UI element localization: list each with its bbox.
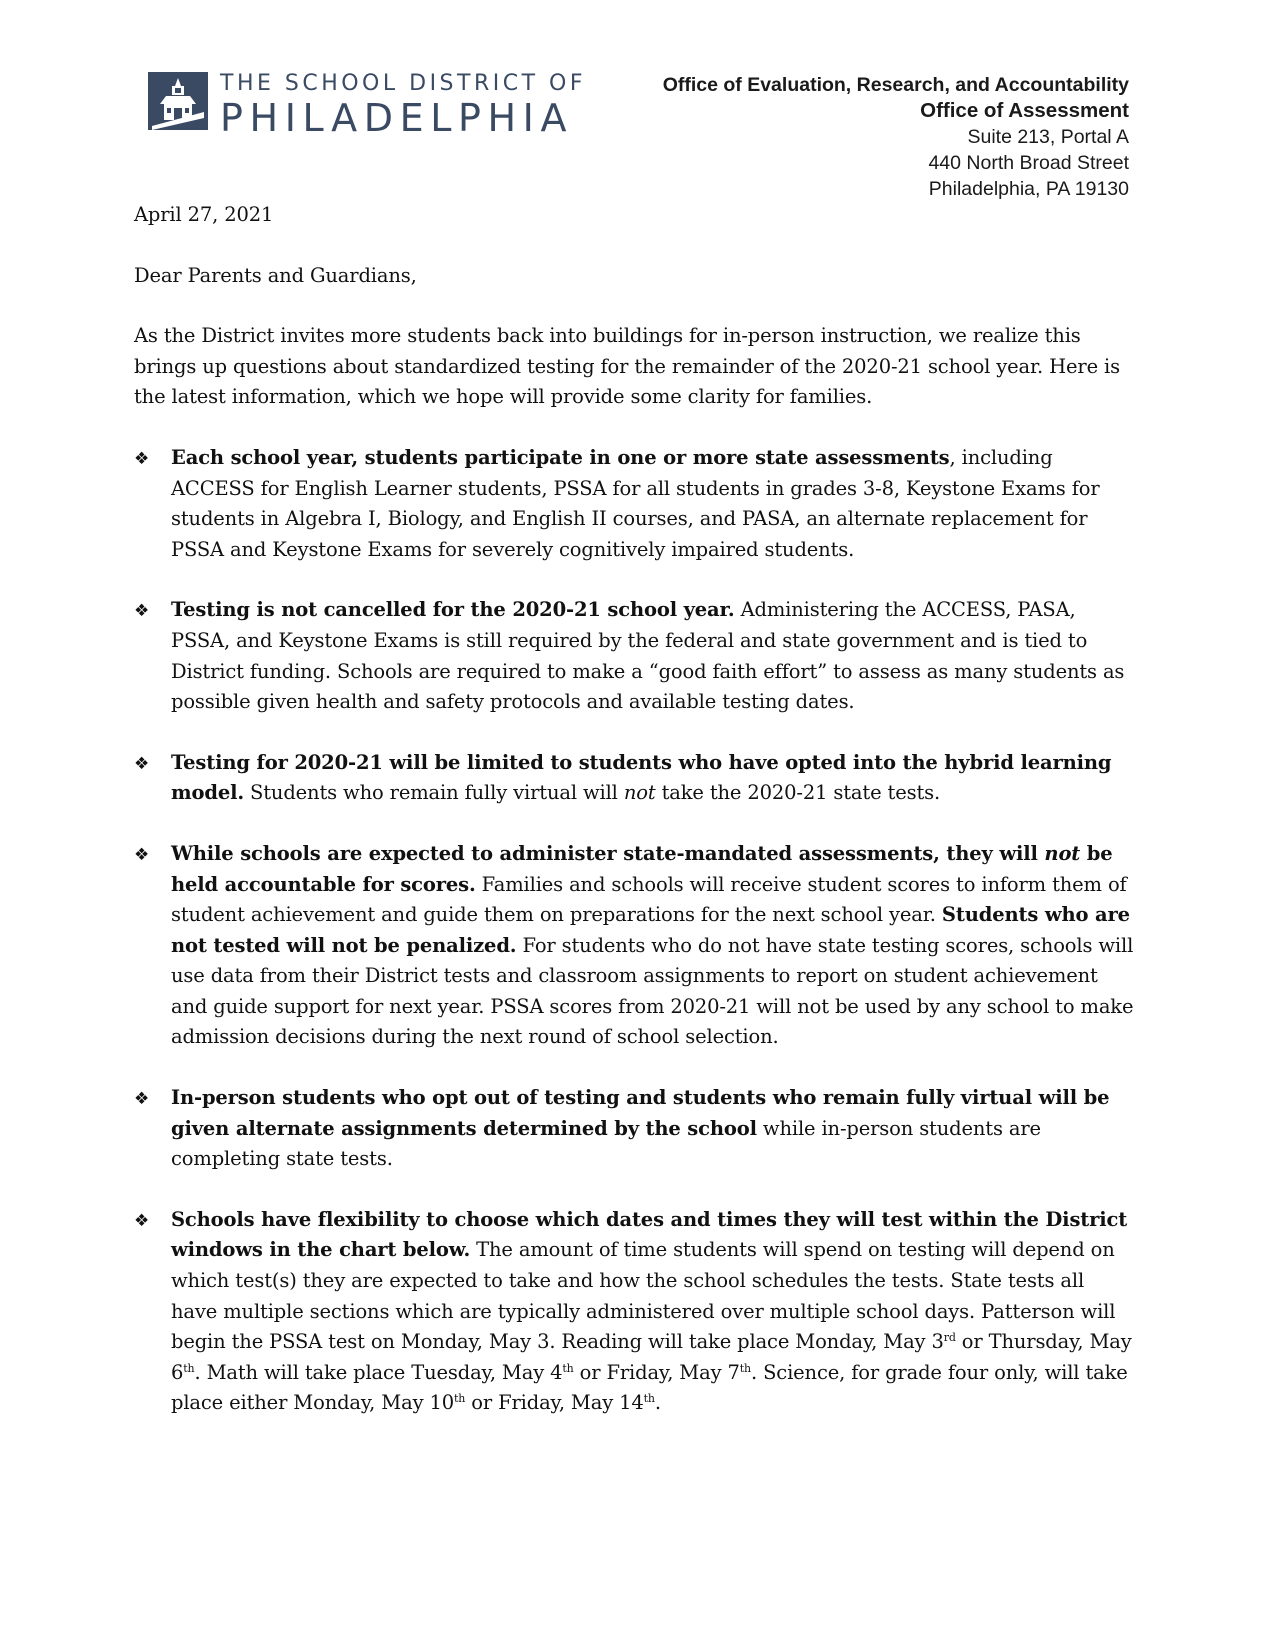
bullet-emphasis: not (1044, 841, 1081, 865)
ordinal-suffix: th (643, 1392, 655, 1406)
bullet-emphasis: not (623, 781, 656, 805)
bullet-text: For students who do not have state testing scores, schools will use data from their District tests and classroom assignments to report on student achievement and guide support for next year. PSSA scores from 2020-21 will not be used by any school to make admission decisions during the next round of school selection. (171, 933, 1134, 1049)
logo-line-1: THE SCHOOL DISTRICT OF (220, 71, 586, 96)
office-address (663, 72, 1129, 202)
school-building-icon (148, 72, 208, 130)
office-suite: Suite 213, Portal A (967, 126, 1129, 148)
list-item (134, 1083, 1134, 1175)
bullet-text: Administering the ACCESS, PASA, PSSA, and Keystone Exams is still required by the federal and state government and is tied to District funding. Schools are required to make a “good faith effort” to assess as many students as possible given health and safety protocols and available testing dates. (171, 598, 1125, 714)
list-item (134, 748, 1134, 809)
bullet-text: . Science, for grade four only, will take place either Monday, May 10 (171, 1360, 1128, 1415)
office-city: Philadelphia, PA 19130 (928, 178, 1129, 200)
ordinal-suffix: th (739, 1361, 751, 1375)
list-item (134, 595, 1134, 717)
office-name: Office of Evaluation, Research, and Accountability (662, 74, 1129, 96)
bullet-list (134, 443, 1134, 1419)
diamond-bullet-icon: ❖ (134, 601, 150, 622)
bullet-text: while in-person students are completing state tests. (171, 1116, 1041, 1171)
bullet-text: , including ACCESS for English Learner students, PSSA for all students in grades 3-8, Keystone Exams for students in Algebra I, Biology, and English II courses, and PASA, an alternate replacement for PSSA and Keystone Exams for severely cognitively impaired students. (171, 445, 1100, 561)
ordinal-suffix: rd (943, 1331, 956, 1345)
bullet-heading: Students who are not tested will not be penalized. (171, 903, 1130, 957)
diamond-bullet-icon: ❖ (134, 1089, 150, 1110)
bullet-text: . Math will take place Tuesday, May 4 (194, 1360, 563, 1384)
bullet-text: . (654, 1391, 661, 1415)
office-street: 440 North Broad Street (928, 152, 1129, 174)
bullet-text: The amount of time students will spend on testing will depend on which test(s) they are expected to take and how the school schedules the tests. State tests all have multiple sections which are typically administered over multiple school days. Patterson will begin the PSSA test on Monday, May 3. Reading will take place Monday, May 3 (171, 1238, 1116, 1354)
diamond-bullet-icon: ❖ (134, 844, 150, 865)
diamond-bullet-icon: ❖ (134, 1210, 150, 1231)
list-item (134, 1205, 1134, 1419)
bullet-heading: In-person students who opt out of testing and students who remain fully virtual will be given alternate assignments determined by the school (171, 1086, 1110, 1140)
bullet-text: or Friday, May 7 (573, 1360, 740, 1384)
office-subname: Office of Assessment (920, 99, 1129, 122)
diamond-bullet-icon: ❖ (134, 448, 150, 469)
letter-body (134, 200, 1134, 1449)
bullet-text: Families and schools will receive student scores to inform them of student achievement and guide them on preparations for the next school year. (171, 872, 1127, 927)
ordinal-suffix: th (183, 1361, 195, 1375)
bullet-heading: Each school year, students participate in one or more state assessments (171, 445, 950, 469)
bullet-text: Students who remain fully virtual will (243, 781, 624, 805)
bullet-text: take the 2020-21 state tests. (655, 781, 941, 805)
bullet-heading: Testing for 2020-21 will be limited to students who have opted into the hybrid learning model. (171, 750, 1112, 805)
bullet-text: or Friday, May 14 (465, 1391, 644, 1415)
letter-intro: As the District invites more students back into buildings for in-person instruction, we realize this brings up questions about standardized testing for the remainder of the 2020-21 school year. Here is the latest information, which we hope will provide some clarity for families. (134, 324, 1120, 409)
diamond-bullet-icon: ❖ (134, 753, 150, 774)
letter-date: April 27, 2021 (134, 203, 274, 226)
ordinal-suffix: th (454, 1392, 466, 1406)
district-logo (148, 72, 598, 138)
list-item (134, 443, 1134, 565)
letter-salutation: Dear Parents and Guardians, (134, 263, 417, 287)
bullet-heading: be held accountable for scores. (171, 841, 1113, 896)
letterhead (0, 0, 1275, 210)
bullet-text: or Thursday, May 6 (171, 1330, 1132, 1384)
logo-line-2: PHILADELPHIA (220, 96, 574, 140)
bullet-heading: Schools have flexibility to choose which dates and times they will test within the District windows in the chart below. (171, 1207, 1128, 1262)
list-item (134, 839, 1134, 1053)
bullet-heading: Testing is not cancelled for the 2020-21 school year. (171, 598, 735, 622)
bullet-heading: While schools are expected to administer state-mandated assessments, they will (171, 841, 1045, 865)
ordinal-suffix: th (562, 1361, 574, 1375)
